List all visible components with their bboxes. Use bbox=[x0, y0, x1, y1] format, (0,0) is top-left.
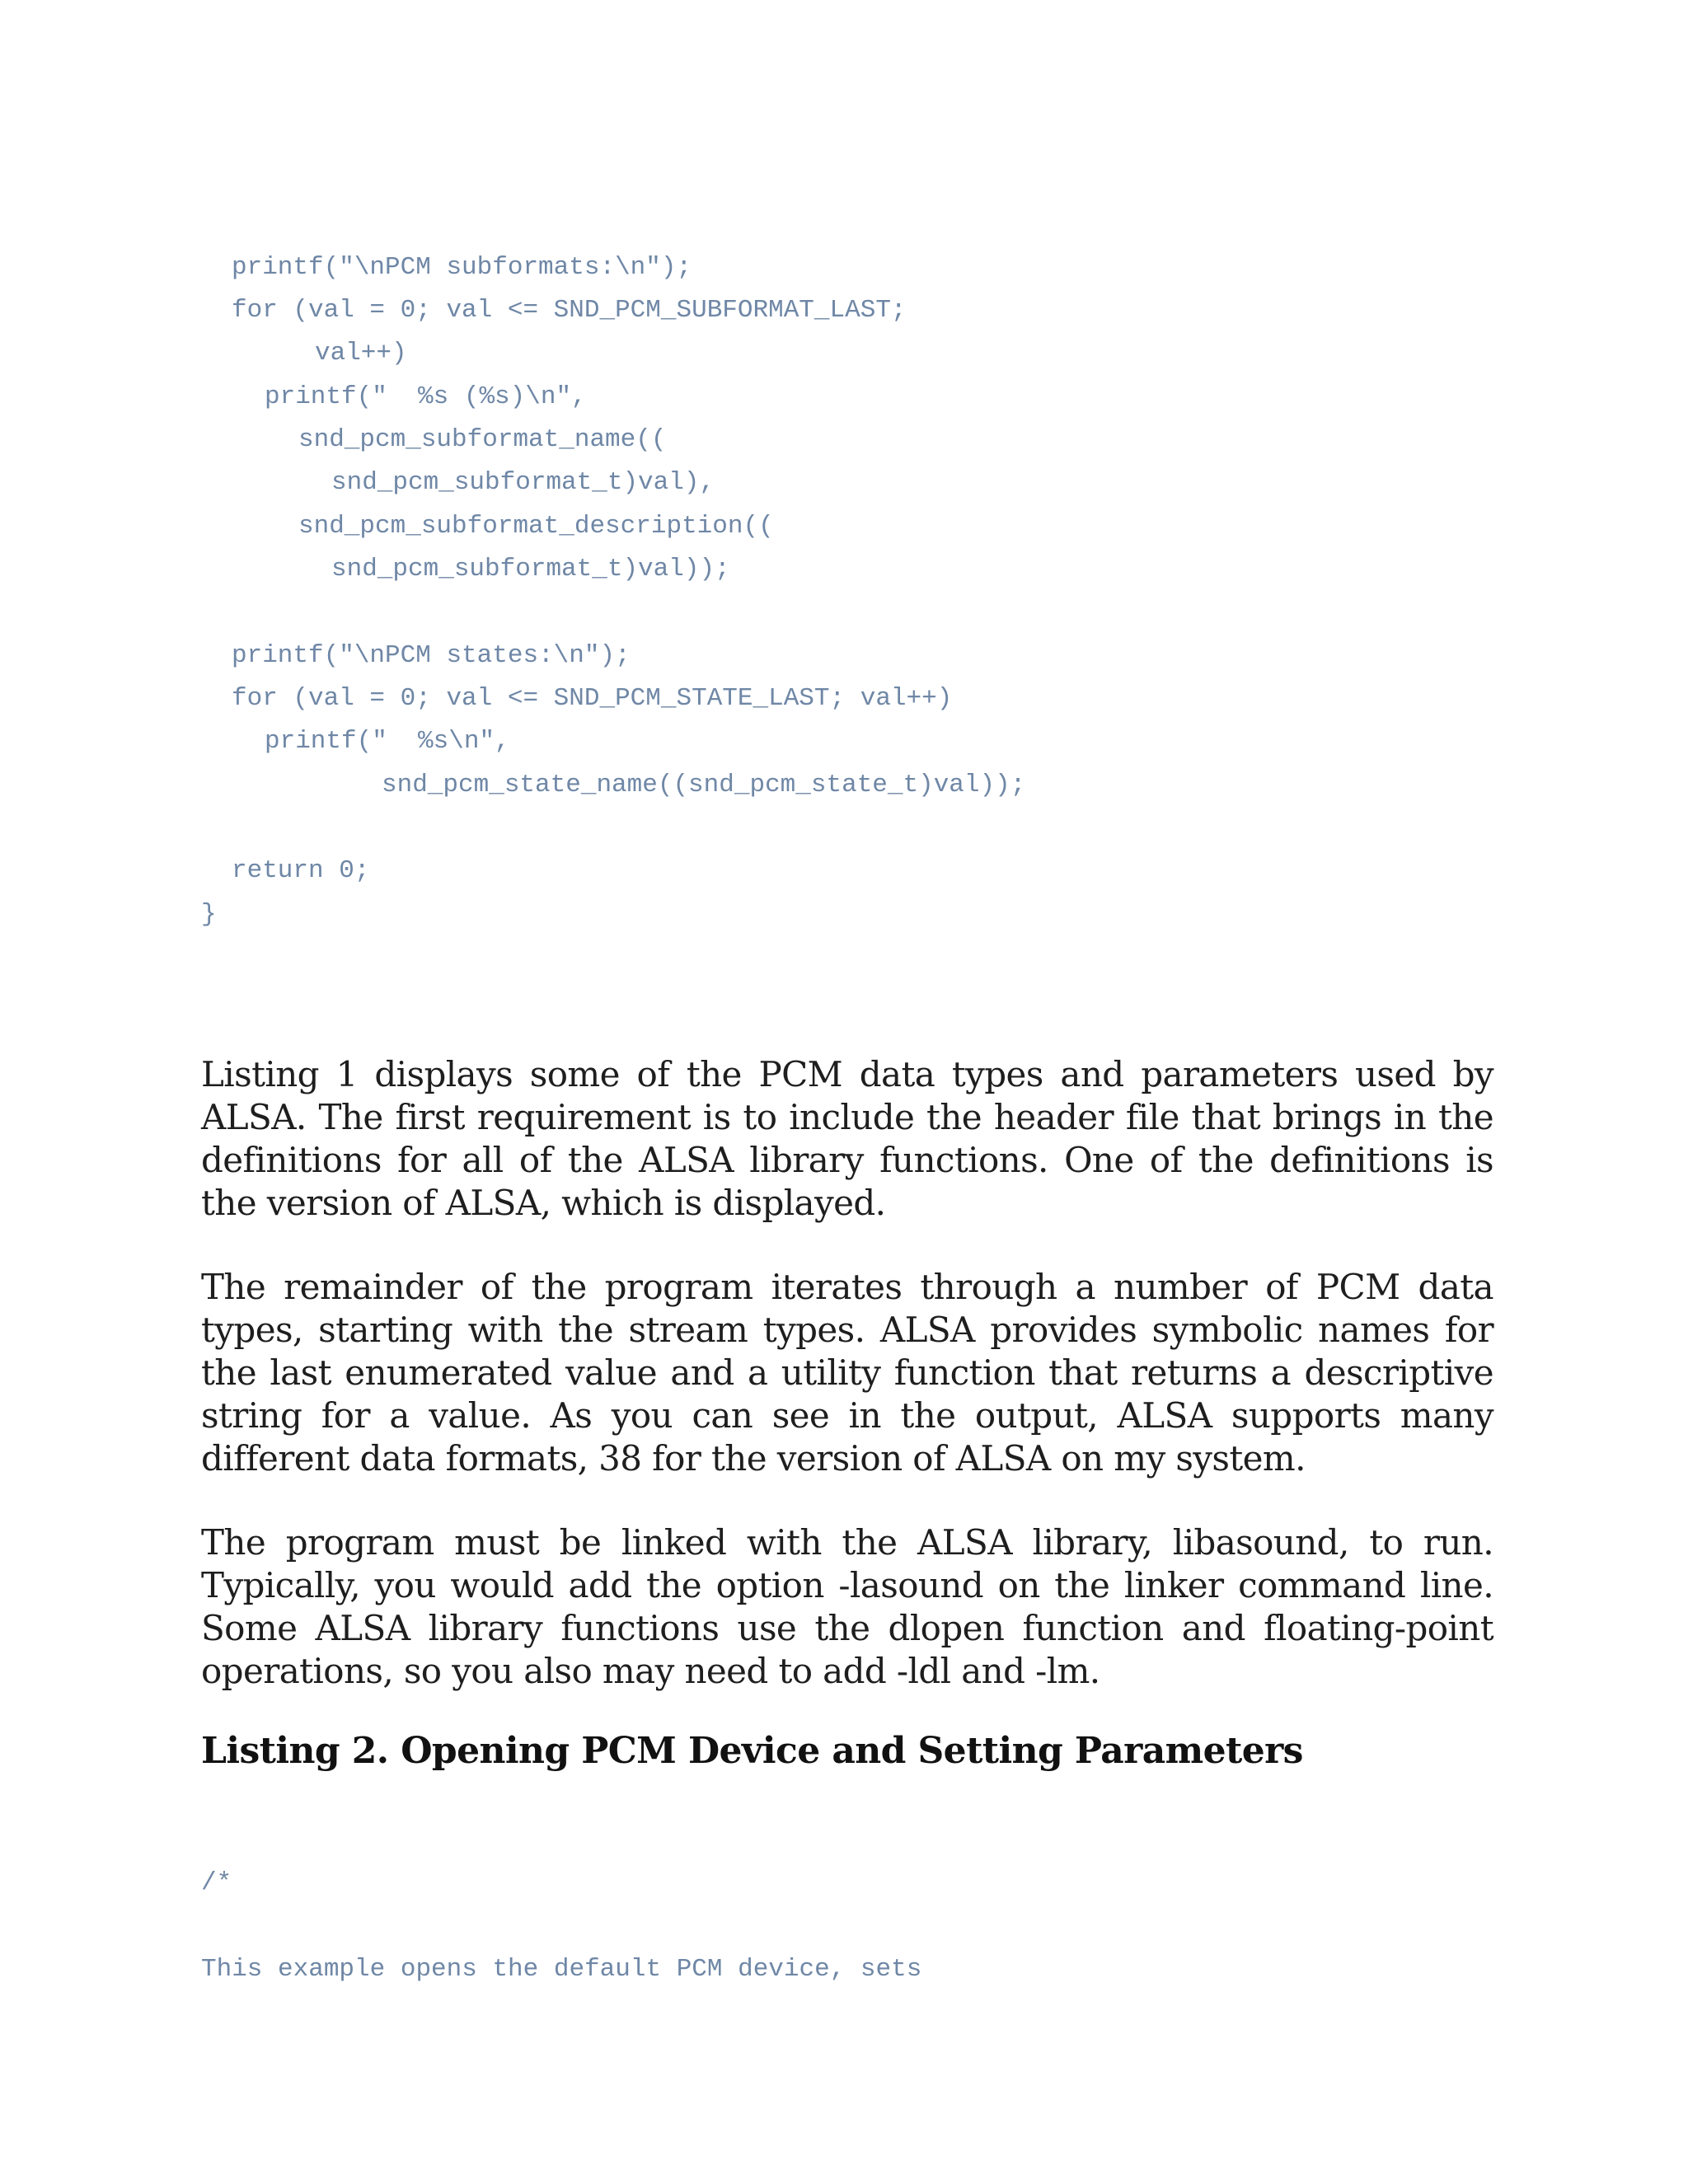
code-line: printf(" %s\n", bbox=[265, 727, 510, 756]
code-line: snd_pcm_subformat_description(( bbox=[298, 512, 774, 541]
paragraph: The remainder of the program iterates through a number of PCM data types, starting with the stream types. ALSA provides symbolic names for the last enumerated value and a utility function that returns a descriptive string for a value. As you can see in the output, ALSA supports many different data formats, 38 for the version of ALSA on my system. bbox=[201, 1267, 1493, 1479]
code-line: for (val = 0; val <= SND_PCM_SUBFORMAT_LAST; bbox=[232, 296, 907, 325]
code-line: This example opens the default PCM device, sets bbox=[201, 1955, 922, 1984]
code-line: printf("\nPCM states:\n"); bbox=[232, 641, 631, 670]
code-line: snd_pcm_subformat_t)val), bbox=[331, 468, 715, 497]
paragraph: Listing 1 displays some of the PCM data types and parameters used by ALSA. The first requirement is to include the header file that brings in the definitions for all of the ALSA library functions. One of the definitions is the version of ALSA, which is displayed. bbox=[201, 1054, 1493, 1223]
code-line: printf("\nPCM subformats:\n"); bbox=[232, 253, 692, 282]
code-line: } bbox=[201, 900, 217, 929]
code-line: snd_pcm_state_name((snd_pcm_state_t)val)); bbox=[382, 771, 1026, 799]
code-line: val++) bbox=[315, 339, 407, 368]
code-line: snd_pcm_subformat_name(( bbox=[298, 425, 667, 454]
code-line: /* bbox=[201, 1868, 232, 1897]
listing-heading: Listing 2. Opening PCM Device and Setting Parameters bbox=[201, 1730, 1303, 1772]
code-line: return 0; bbox=[232, 856, 370, 885]
code-line: for (val = 0; val <= SND_PCM_STATE_LAST; val++) bbox=[232, 684, 953, 713]
paragraph: The program must be linked with the ALSA library, libasound, to run. Typically, you would add the option -lasound on the linker command line. Some ALSA library functions use the dlopen function and floating-point operations, so you also may need to add -ldl and -lm. bbox=[201, 1522, 1493, 1691]
code-line: snd_pcm_subformat_t)val)); bbox=[331, 555, 730, 583]
code-line: printf(" %s (%s)\n", bbox=[265, 382, 587, 411]
